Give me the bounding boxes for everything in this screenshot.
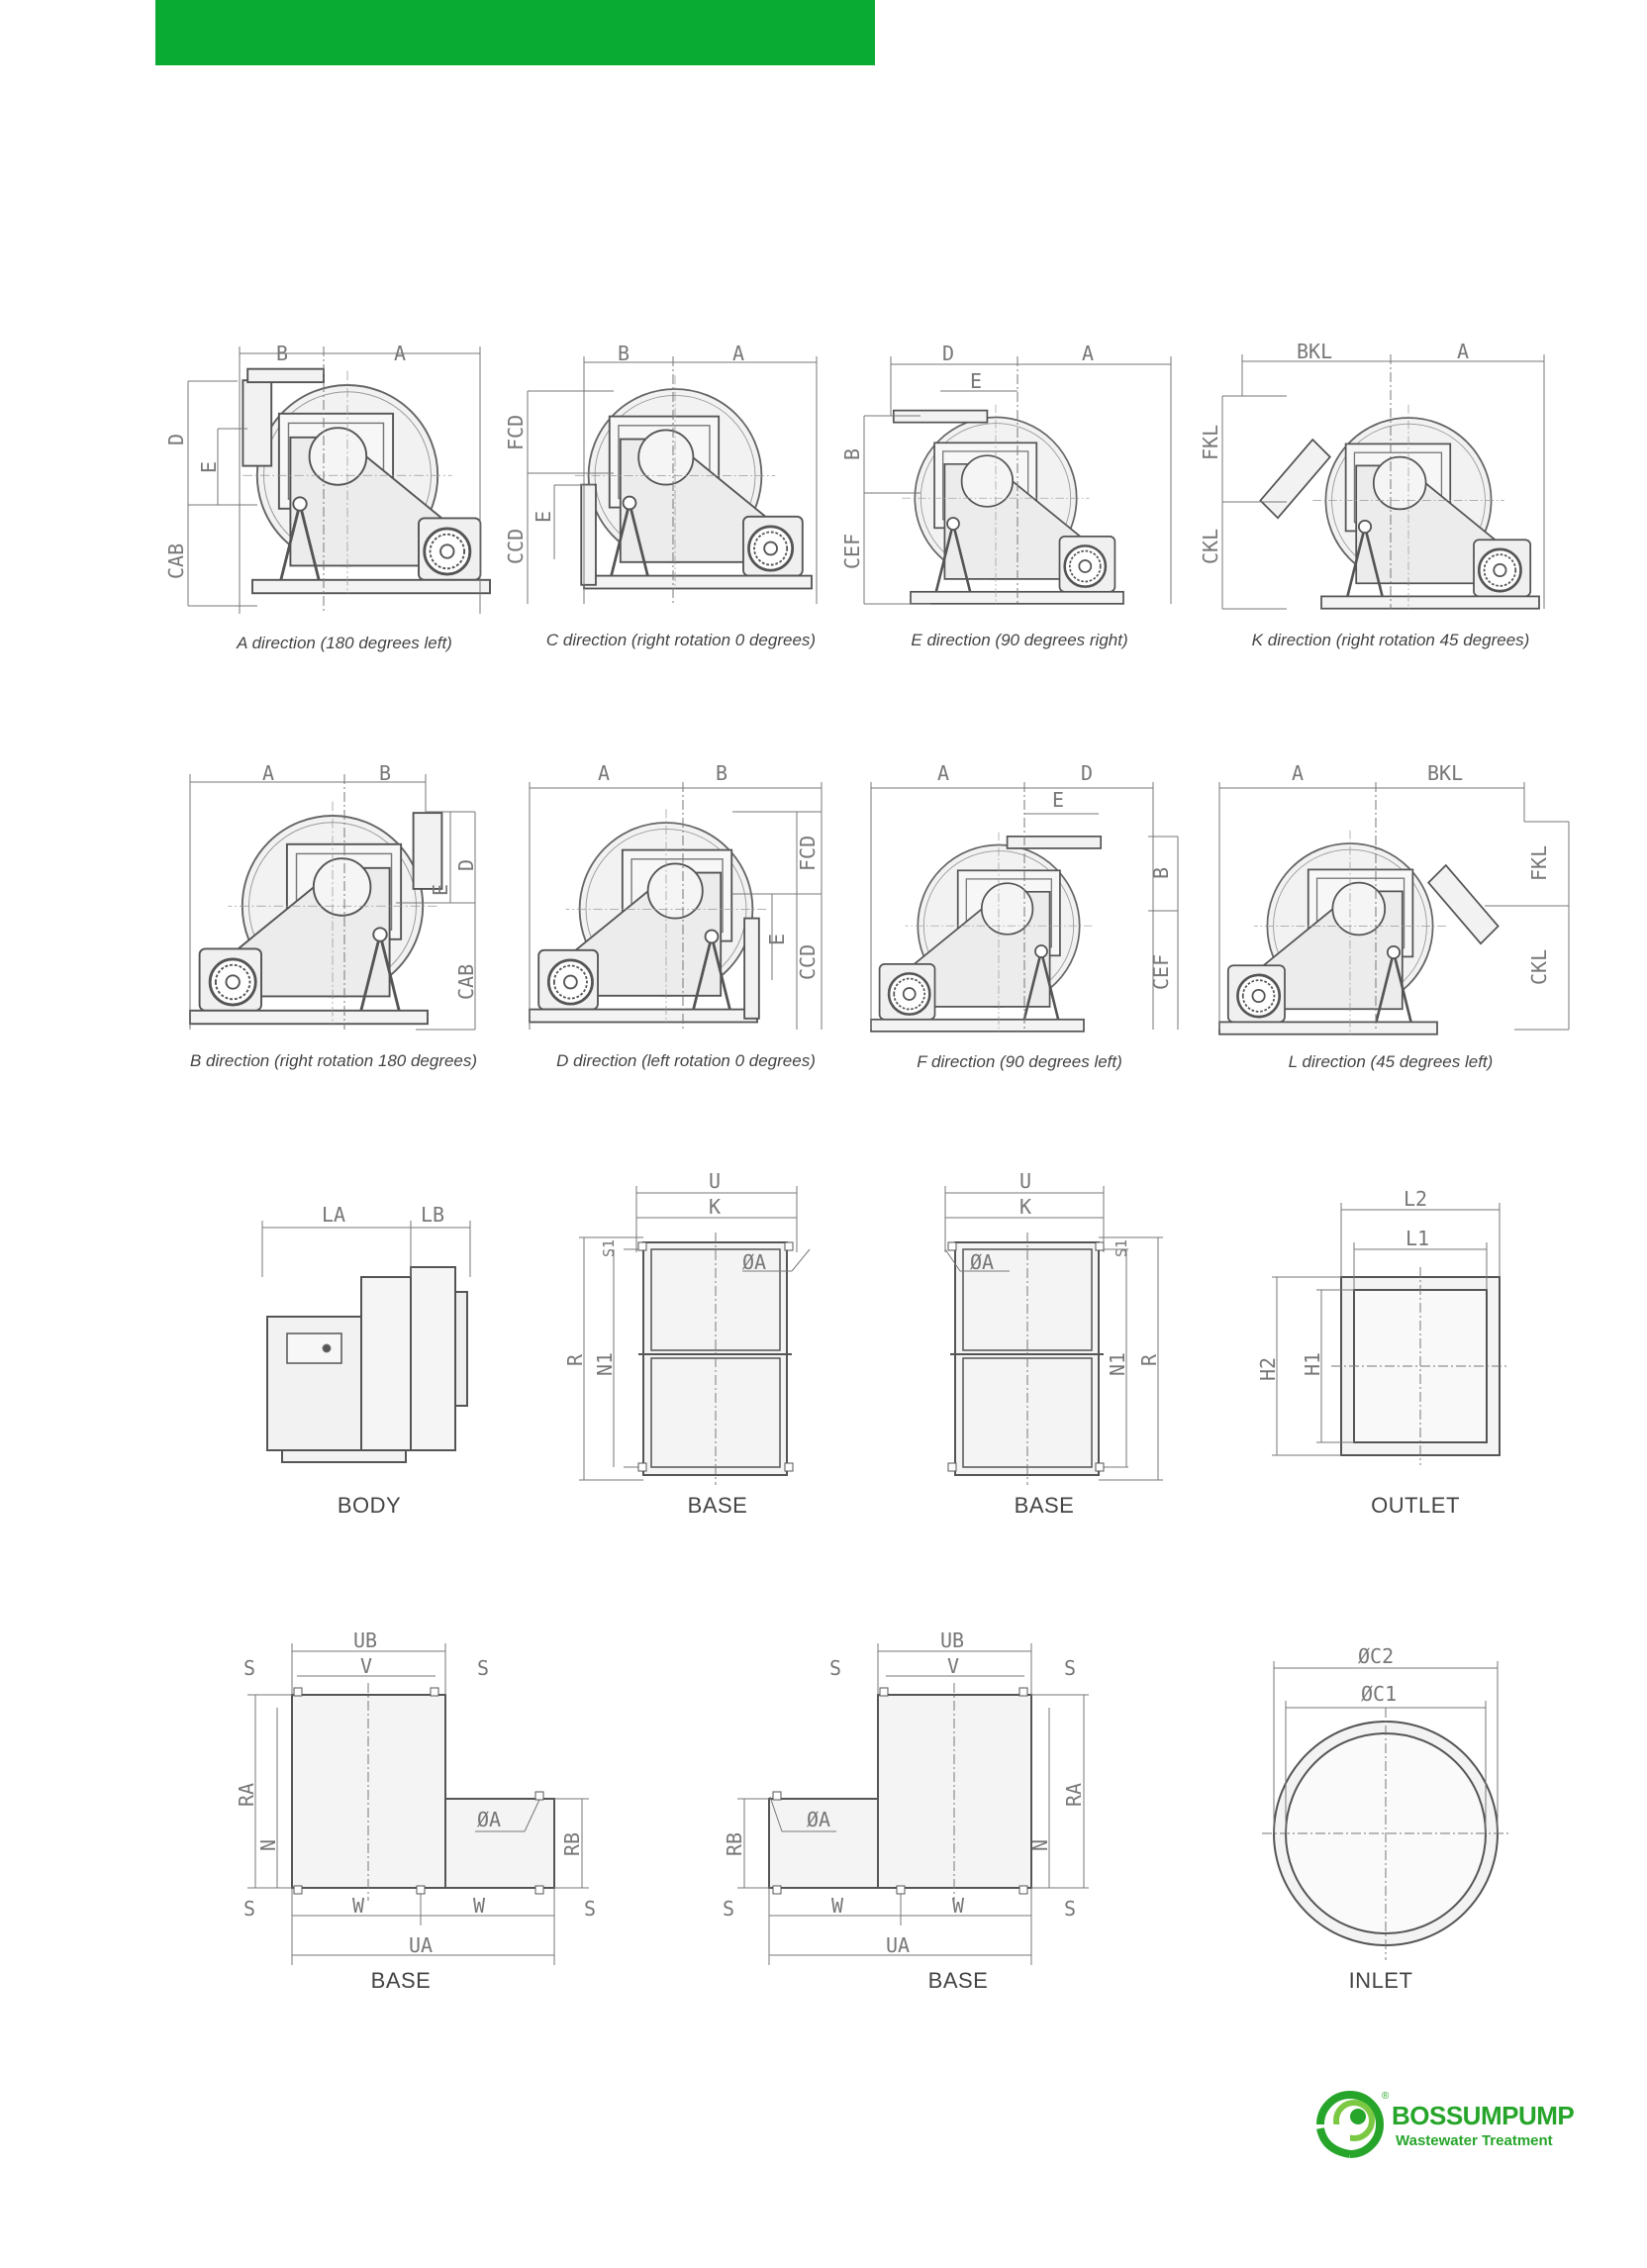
label-base-1: BASE [687, 1493, 748, 1518]
fan-view-e [894, 405, 1123, 605]
outlet-view [1272, 1203, 1509, 1465]
svg-text:S1: S1 [1113, 1238, 1130, 1257]
svg-text:A: A [394, 342, 407, 365]
svg-text:D: D [164, 433, 188, 445]
svg-text:A: A [937, 761, 950, 785]
svg-text:E: E [197, 460, 221, 473]
svg-text:CCD: CCD [504, 528, 528, 564]
body-view [262, 1221, 470, 1462]
svg-text:A: A [1457, 340, 1470, 363]
svg-text:CEF: CEF [840, 533, 864, 569]
svg-text:RA: RA [1062, 1782, 1086, 1807]
logo-swirl-icon [1314, 2089, 1386, 2158]
svg-text:U: U [709, 1169, 722, 1193]
svg-text:S: S [243, 1897, 256, 1921]
fan-view-a [242, 369, 490, 595]
svg-text:CEF: CEF [1149, 953, 1173, 990]
label-base-4: BASE [927, 1968, 989, 1993]
svg-text:K: K [1019, 1195, 1032, 1219]
svg-text:U: U [1019, 1169, 1032, 1193]
svg-text:V: V [360, 1654, 373, 1678]
svg-text:N: N [256, 1838, 280, 1851]
svg-text:R: R [1137, 1353, 1161, 1366]
svg-text:D: D [1081, 761, 1094, 785]
svg-text:A: A [262, 761, 275, 785]
svg-text:RA: RA [235, 1782, 258, 1807]
svg-text:ØC2: ØC2 [1358, 1644, 1395, 1668]
svg-text:CCD: CCD [796, 943, 820, 980]
svg-text:UA: UA [409, 1933, 434, 1957]
fan-view-b [190, 802, 441, 1026]
svg-text:E: E [429, 883, 452, 896]
svg-text:A: A [1292, 761, 1305, 785]
logo-tagline: Wastewater Treatment [1396, 2132, 1553, 2149]
svg-text:N: N [1028, 1838, 1052, 1851]
caption-c-direction: C direction (right rotation 0 degrees) [545, 631, 817, 649]
svg-text:E: E [765, 933, 789, 945]
svg-text:S: S [477, 1656, 490, 1680]
svg-text:LA: LA [322, 1203, 346, 1227]
svg-text:ØA: ØA [970, 1250, 995, 1274]
svg-text:BKL: BKL [1297, 340, 1333, 363]
caption-f-direction: F direction (90 degrees left) [917, 1052, 1122, 1071]
caption-b-direction: B direction (right rotation 180 degrees) [189, 1051, 478, 1070]
svg-text:ØA: ØA [742, 1250, 767, 1274]
logo-brand: BOSSUMPUMP [1392, 2101, 1575, 2130]
svg-text:FKL: FKL [1199, 424, 1222, 460]
svg-text:D: D [942, 342, 955, 365]
svg-text:UB: UB [940, 1628, 965, 1652]
label-base-3: BASE [370, 1968, 432, 1993]
caption-e-direction: E direction (90 degrees right) [911, 631, 1128, 649]
svg-text:H2: H2 [1256, 1356, 1280, 1381]
svg-text:A: A [1082, 342, 1095, 365]
svg-text:W: W [831, 1894, 844, 1918]
svg-text:E: E [970, 369, 983, 393]
caption-a-direction: A direction (180 degrees left) [237, 634, 452, 652]
svg-text:ØC1: ØC1 [1361, 1682, 1398, 1706]
caption-l-direction: L direction (45 degrees left) [1288, 1052, 1494, 1071]
label-outlet: OUTLET [1371, 1493, 1460, 1518]
svg-text:B: B [1149, 866, 1173, 879]
fan-view-l [1219, 831, 1499, 1035]
svg-text:L2: L2 [1404, 1187, 1428, 1211]
base-view-1 [579, 1186, 810, 1485]
svg-text:CKL: CKL [1199, 528, 1222, 564]
svg-text:S: S [584, 1897, 597, 1921]
fan-view-f [871, 833, 1101, 1033]
inlet-view [1262, 1661, 1509, 1960]
svg-text:B: B [276, 342, 289, 365]
svg-text:S: S [829, 1656, 842, 1680]
svg-text:W: W [473, 1894, 486, 1918]
fan-view-k [1260, 405, 1539, 610]
svg-text:W: W [952, 1894, 965, 1918]
svg-text:S: S [723, 1897, 735, 1921]
caption-d-direction: D direction (left rotation 0 degrees) [556, 1051, 816, 1070]
svg-text:ØA: ØA [807, 1808, 831, 1831]
base-view-2 [945, 1186, 1163, 1485]
svg-text:R: R [563, 1353, 587, 1366]
svg-text:S: S [1064, 1656, 1077, 1680]
registered-mark: ® [1382, 2091, 1390, 2102]
base-view-4 [737, 1643, 1089, 1965]
svg-text:FKL: FKL [1527, 844, 1551, 881]
svg-text:FCD: FCD [504, 414, 528, 450]
svg-text:K: K [709, 1195, 722, 1219]
svg-text:CAB: CAB [454, 963, 478, 1000]
svg-text:RB: RB [723, 1831, 746, 1856]
svg-text:CAB: CAB [164, 542, 188, 579]
bossumpump-logo [1314, 2089, 1575, 2158]
svg-text:W: W [352, 1894, 365, 1918]
svg-text:S1: S1 [600, 1238, 618, 1257]
svg-text:FCD: FCD [796, 835, 820, 871]
label-base-2: BASE [1014, 1493, 1075, 1518]
svg-text:LB: LB [421, 1203, 445, 1227]
svg-text:BKL: BKL [1427, 761, 1464, 785]
svg-text:RB: RB [560, 1831, 584, 1856]
label-body: BODY [337, 1493, 402, 1518]
svg-text:S: S [1064, 1897, 1077, 1921]
svg-text:H1: H1 [1301, 1351, 1324, 1376]
label-inlet: INLET [1348, 1968, 1413, 1993]
svg-text:UB: UB [353, 1628, 378, 1652]
svg-text:UA: UA [886, 1933, 911, 1957]
svg-text:N1: N1 [1106, 1351, 1129, 1376]
svg-text:B: B [618, 342, 630, 365]
svg-text:E: E [1052, 788, 1065, 812]
svg-text:ØA: ØA [477, 1808, 502, 1831]
svg-text:A: A [732, 342, 745, 365]
svg-text:B: B [716, 761, 728, 785]
svg-text:N1: N1 [593, 1351, 617, 1376]
svg-text:L1: L1 [1405, 1227, 1430, 1250]
fan-view-c [575, 375, 812, 589]
svg-text:V: V [947, 1654, 960, 1678]
svg-text:CKL: CKL [1527, 948, 1551, 985]
svg-text:D: D [454, 858, 478, 871]
svg-text:A: A [598, 761, 611, 785]
base-view-3 [247, 1643, 589, 1965]
fan-view-d [530, 809, 766, 1023]
svg-text:B: B [379, 761, 392, 785]
caption-k-direction: K direction (right rotation 45 degrees) [1251, 631, 1530, 649]
svg-text:S: S [243, 1656, 256, 1680]
svg-text:E: E [532, 510, 555, 523]
svg-text:B: B [840, 447, 864, 460]
